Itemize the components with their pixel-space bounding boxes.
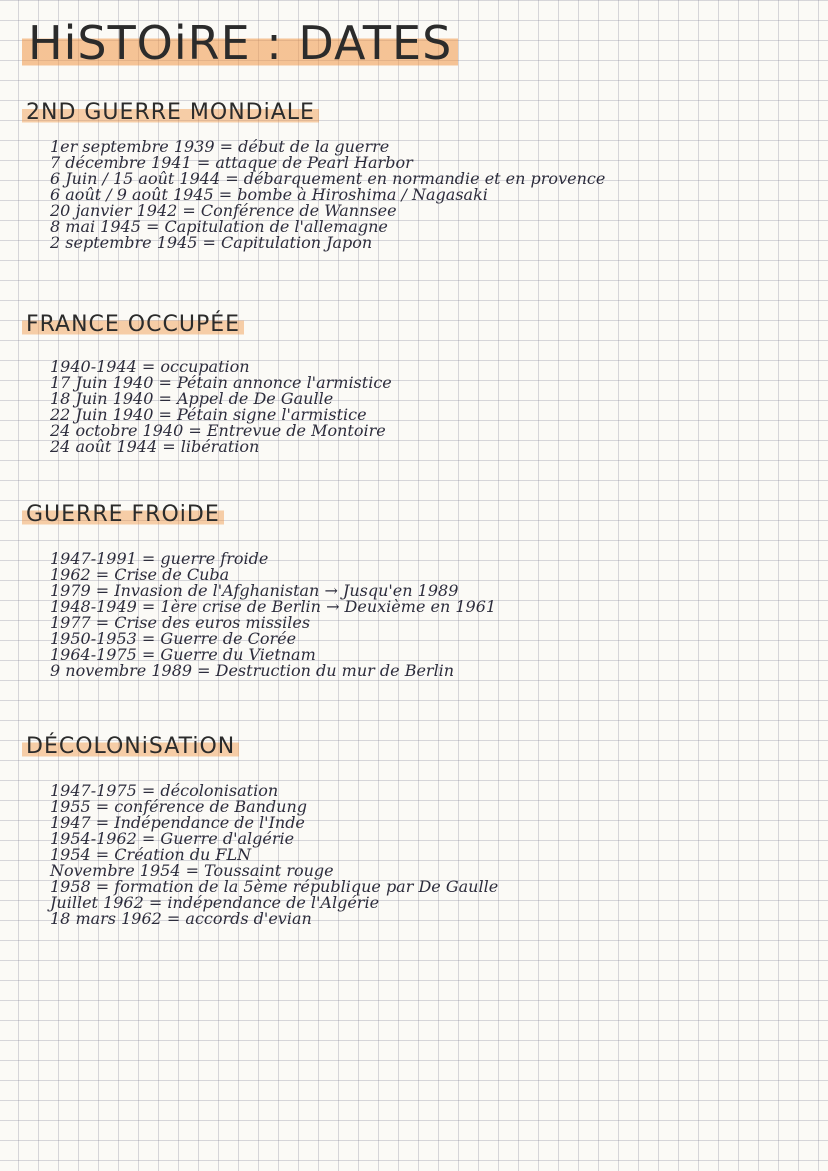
entry-list: [22, 551, 496, 679]
section-heading: FRANCE OCCUPÉE: [22, 312, 244, 337]
section-heading: DÉCOLONiSATiON: [22, 734, 239, 759]
entry: 22 Juin 1940 = Pétain signe l'armistice: [50, 405, 367, 424]
entry: 20 janvier 1942 = Conférence de Wannsee: [50, 201, 397, 220]
entry: 18 Juin 1940 = Appel de De Gaulle: [50, 389, 334, 408]
entry: 8 mai 1945 = Capitulation de l'allemagne: [50, 217, 388, 236]
entry: 6 Juin / 15 août 1944 = débarquement en normandie et en provence: [50, 169, 606, 188]
entry: 1977 = Crise des euros missiles: [50, 613, 311, 632]
entry: 1947-1991 = guerre froide: [50, 549, 269, 568]
entry: 1948-1949 = 1ère crise de Berlin → Deuxième en 1961: [50, 597, 497, 616]
section-guerre-froide: [22, 502, 496, 679]
entry-list: [22, 783, 498, 927]
entry: 9 novembre 1989 = Destruction du mur de Berlin: [50, 661, 455, 680]
entry: 1964-1975 = Guerre du Vietnam: [50, 645, 316, 664]
entry: 1947 = Indépendance de l'Inde: [50, 813, 305, 832]
entry: 1947-1975 = décolonisation: [50, 781, 279, 800]
entry: 17 Juin 1940 = Pétain annonce l'armistice: [50, 373, 392, 392]
entry: 1954-1962 = Guerre d'algérie: [50, 829, 295, 848]
entry-list: [22, 139, 605, 251]
entry: 6 août / 9 août 1945 = bombe à Hiroshima / Nagasaki: [50, 185, 488, 204]
page-title: HiSTOiRE : DATES: [22, 16, 458, 70]
entry: 7 décembre 1941 = attaque de Pearl Harbor: [50, 153, 413, 172]
entry: 1954 = Création du FLN: [50, 845, 252, 864]
section-decolonisation: [22, 734, 498, 927]
entry: 1962 = Crise de Cuba: [50, 565, 230, 584]
entry: 18 mars 1962 = accords d'evian: [50, 909, 312, 928]
entry: 24 octobre 1940 = Entrevue de Montoire: [50, 421, 386, 440]
section-heading: GUERRE FROiDE: [22, 502, 224, 527]
entry: 24 août 1944 = libération: [50, 437, 260, 456]
entry: 2 septembre 1945 = Capitulation Japon: [50, 233, 373, 252]
section-ww2: [22, 100, 605, 251]
entry: 1950-1953 = Guerre de Corée: [50, 629, 297, 648]
section-heading: 2ND GUERRE MONDiALE: [22, 100, 319, 125]
section-france-occupee: [22, 312, 392, 455]
entry: 1940-1944 = occupation: [50, 357, 250, 376]
entry: 1955 = conférence de Bandung: [50, 797, 308, 816]
entry: Novembre 1954 = Toussaint rouge: [50, 861, 334, 880]
entry: Juillet 1962 = indépendance de l'Algérie: [50, 893, 380, 912]
entry: 1958 = formation de la 5ème république par De Gaulle: [50, 877, 499, 896]
entry-list: [22, 359, 392, 455]
entry: 1979 = Invasion de l'Afghanistan → Jusqu'en 1989: [50, 581, 459, 600]
entry: 1er septembre 1939 = début de la guerre: [50, 137, 390, 156]
